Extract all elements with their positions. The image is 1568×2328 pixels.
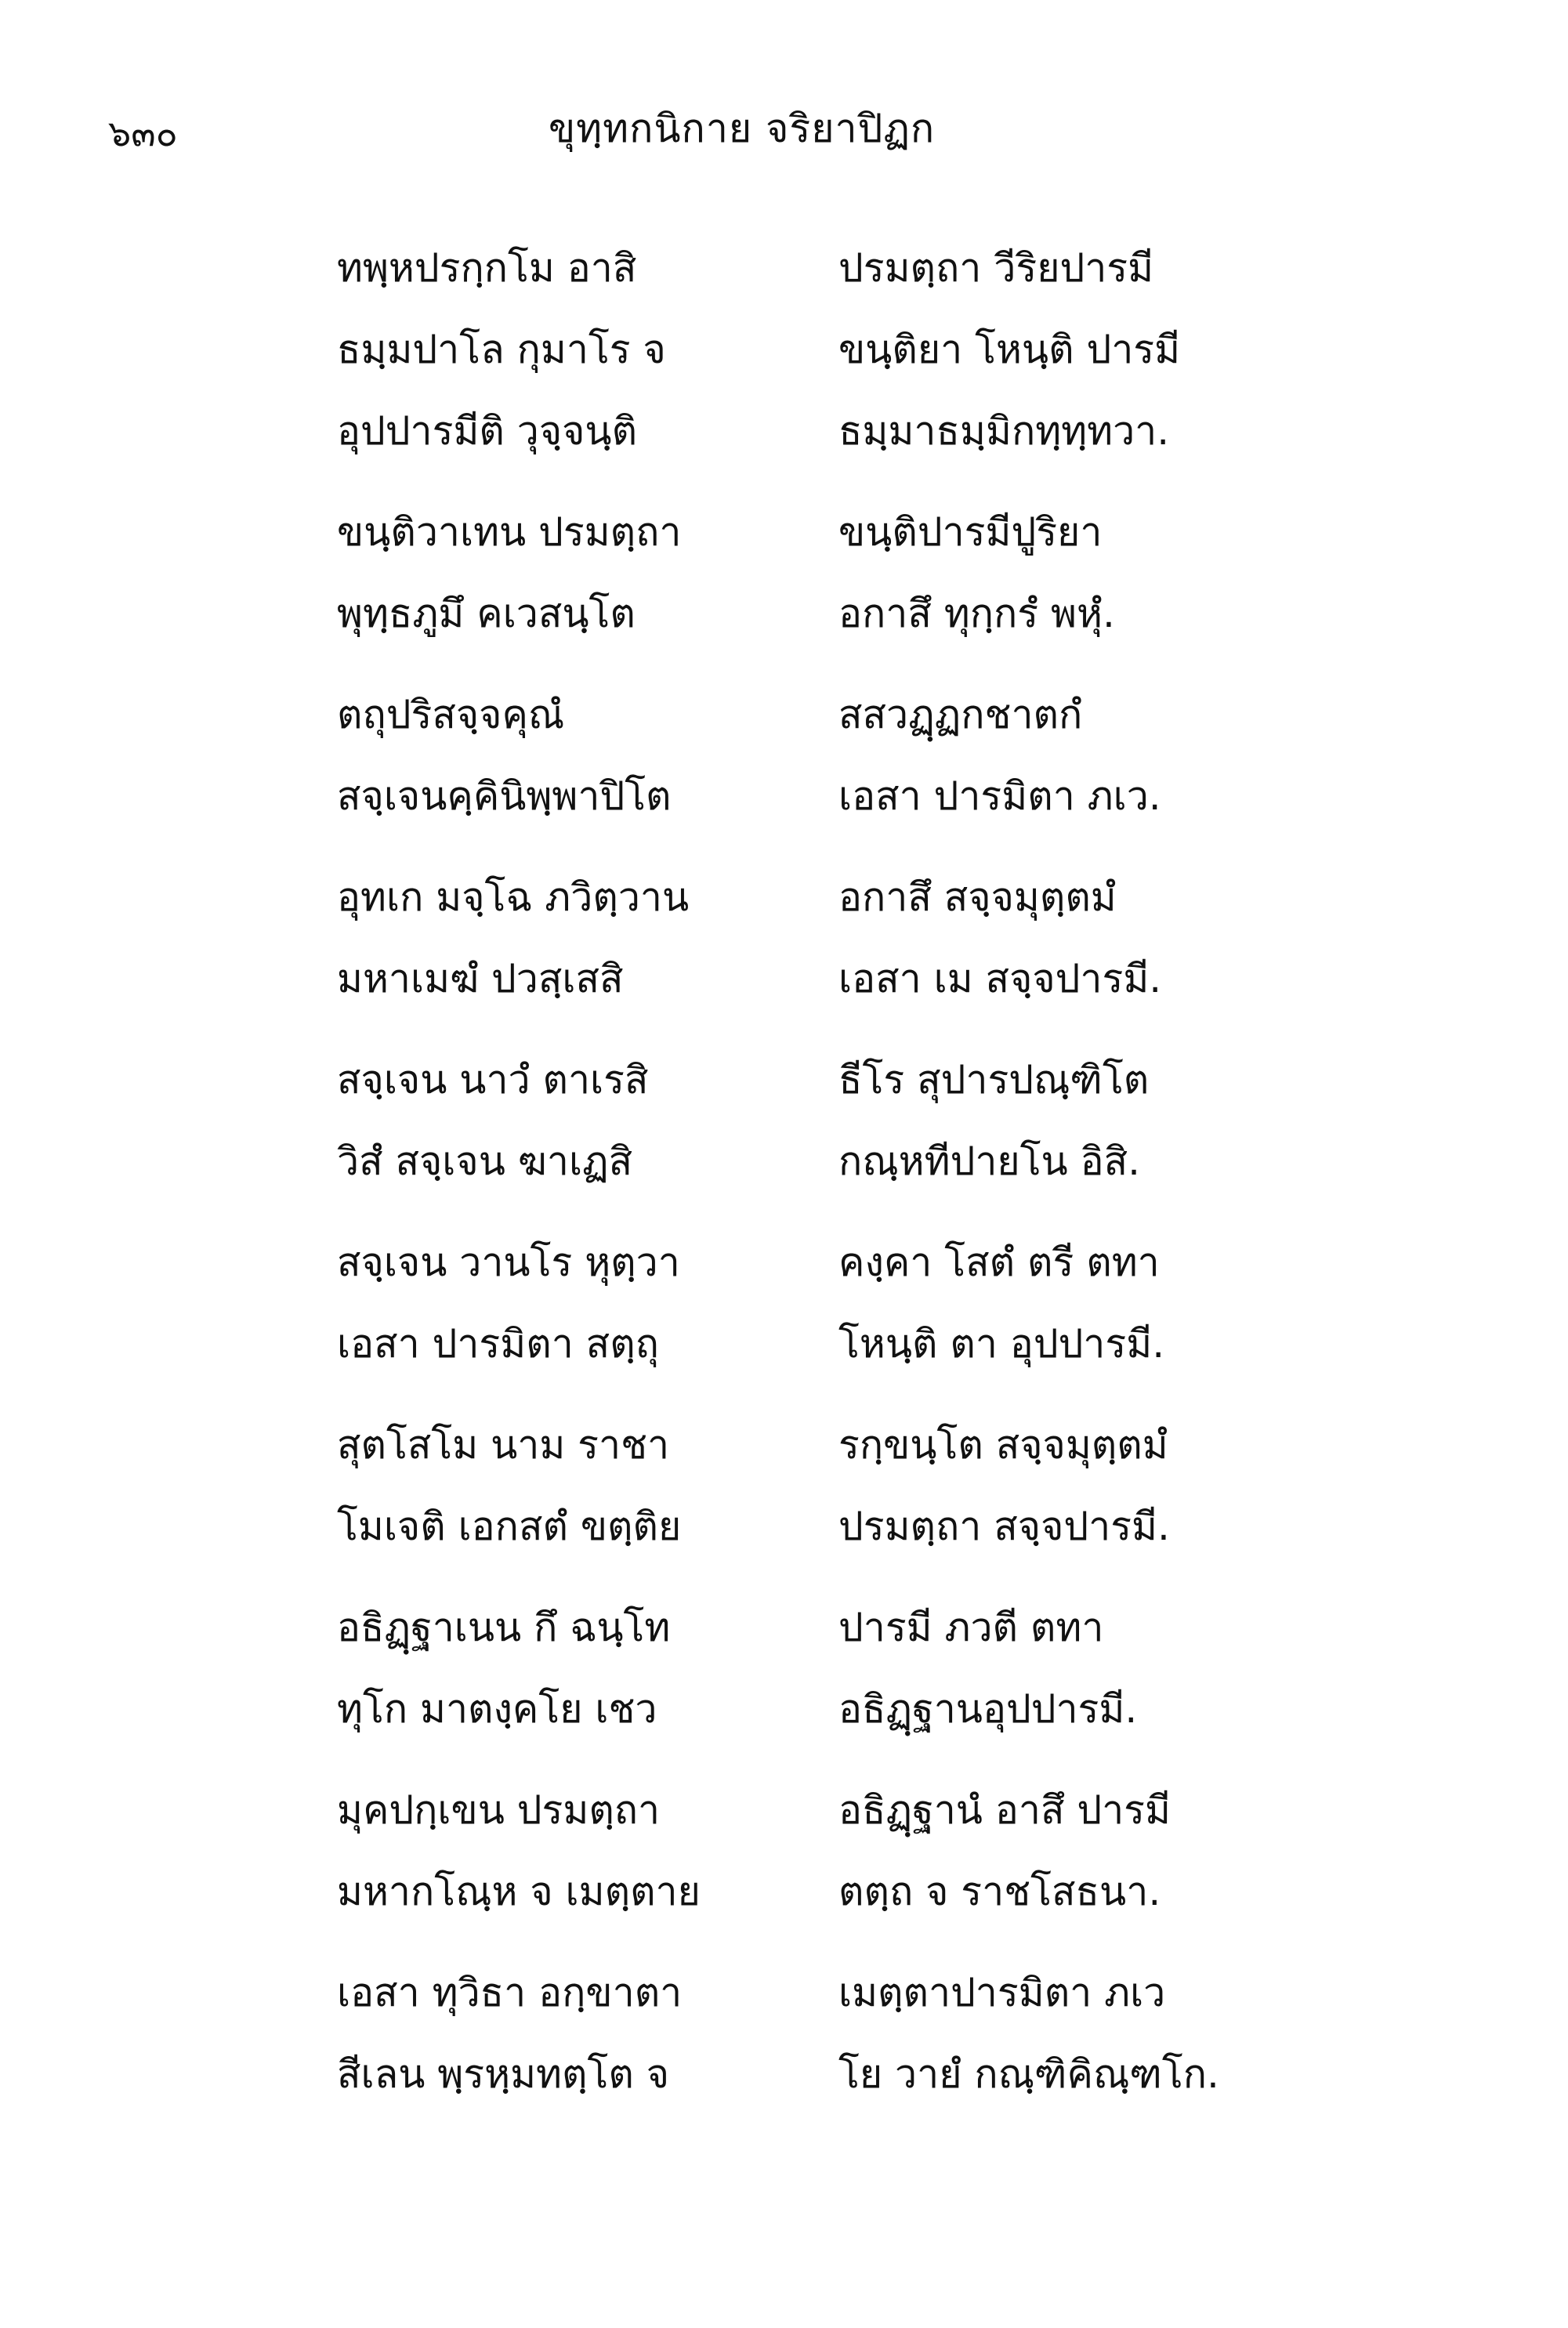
verse-left: ธมฺมปาโล กุมาโร จ <box>337 327 666 372</box>
verse-line <box>337 309 1301 390</box>
verse-right: เอสา ปารมิตา ภเว. <box>838 773 1161 819</box>
page-number: ๖๓๐ <box>108 112 178 154</box>
verse-right: ปารมี ภวตี ตทา <box>838 1605 1104 1650</box>
verse-line <box>337 1121 1301 1202</box>
verse-left: วิสํ สจฺเจน ฆาเฏสิ <box>337 1139 633 1184</box>
verse-left: พุทฺธภูมึ คเวสนฺโต <box>337 591 636 636</box>
verse-right: อกาสึ สจฺจมุตฺตมํ <box>838 874 1117 920</box>
verse-left: ทุโก มาตงฺคโย เชว <box>337 1686 657 1732</box>
stanza <box>337 491 1301 654</box>
verse-right: เอสา เม สจฺจปารมี. <box>838 956 1162 1001</box>
verse-left: สจฺเจน วานโร หุตฺวา <box>337 1240 680 1285</box>
stanza <box>337 1587 1301 1750</box>
verse-line <box>337 227 1301 309</box>
verse-right: โหนฺติ ตา อุปปารมี. <box>838 1321 1165 1367</box>
verse-right: ปรมตฺถา สจฺจปารมี. <box>838 1504 1170 1549</box>
stanza <box>337 1952 1301 2115</box>
verse-left: ขนฺติวาเทน ปรมตฺถา <box>337 509 682 555</box>
verse-line <box>337 1039 1301 1121</box>
verse-line <box>337 573 1301 654</box>
verse-left: โมเจติ เอกสตํ ขตฺติย <box>337 1504 682 1549</box>
verse-left: อุปปารมีติ วุจฺจนฺติ <box>337 408 638 454</box>
verse-line <box>337 1222 1301 1303</box>
verse-right: สสวฏฺฏกชาตกํ <box>838 692 1083 737</box>
verse-right: ขนฺติยา โหนฺติ ปารมี <box>838 327 1181 372</box>
verse-left: มุคปกฺเขน ปรมตฺถา <box>337 1787 661 1833</box>
stanza <box>337 1769 1301 1932</box>
verse-line <box>337 1303 1301 1385</box>
verse-line <box>337 674 1301 755</box>
verse-left: เอสา ปารมิตา สตฺถุ <box>337 1321 659 1367</box>
stanza <box>337 674 1301 837</box>
verse-left: ทพฺหปรกฺกโม อาสิ <box>337 245 637 291</box>
verse-line <box>337 1486 1301 1567</box>
stanza <box>337 1039 1301 1202</box>
verse-right: อกาสึ ทุกฺกรํ พหุํ. <box>838 591 1115 636</box>
verse-right: อธิฏฺฐานํ อาสึ ปารมี <box>838 1787 1171 1833</box>
verse-line <box>337 938 1301 1019</box>
verse-line <box>337 491 1301 573</box>
verse-right: ธีโร สุปารปณฺฑิโต <box>838 1057 1150 1102</box>
verse-line <box>337 1952 1301 2033</box>
verse-left: มหากโณฺห จ เมตฺตาย <box>337 1869 701 1914</box>
verse-line <box>337 2033 1301 2115</box>
stanza <box>337 1222 1301 1385</box>
verse-line <box>337 1668 1301 1750</box>
verse-line <box>337 856 1301 938</box>
verse-left: อุทเก มจฺโฉ ภวิตฺวาน <box>337 874 690 920</box>
verse-line <box>337 1851 1301 1932</box>
verse-right: ขนฺติปารมีปูริยา <box>838 509 1103 555</box>
verse-left: มหาเมฆํ ปวสฺเสสิ <box>337 956 624 1001</box>
verse-line <box>337 1769 1301 1851</box>
verse-right: ตตฺถ จ ราชโสธนา. <box>838 1869 1161 1914</box>
verse-right: รกฺขนฺโต สจฺจมุตฺตมํ <box>838 1422 1168 1468</box>
verse-line <box>337 1587 1301 1668</box>
verse-right: อธิฏฺฐานอุปปารมี. <box>838 1686 1138 1732</box>
verse-right: ธมฺมาธมฺมิกทฺทฺทวา. <box>838 408 1170 454</box>
verse-body <box>337 227 1301 2115</box>
page-title: ขุทฺทกนิกาย จริยาปิฏก <box>549 106 936 151</box>
verse-line <box>337 1404 1301 1486</box>
verse-right: คงฺคา โสตํ ตรี ตทา <box>838 1240 1160 1285</box>
verse-right: โย วายํ กณฺฑิคิณฺฑโก. <box>838 2051 1219 2097</box>
verse-line <box>337 755 1301 837</box>
stanza <box>337 1404 1301 1567</box>
verse-left: สุตโสโม นาม ราชา <box>337 1422 670 1468</box>
stanza <box>337 227 1301 472</box>
verse-right: ปรมตฺถา วีริยปารมี <box>838 245 1154 291</box>
verse-left: สจฺเจน นาวํ ตาเรสิ <box>337 1057 649 1102</box>
verse-left: อธิฏฺฐาเนน กึ ฉนฺโท <box>337 1605 671 1650</box>
verse-line <box>337 390 1301 472</box>
verse-left: ตถุปริสจฺจคุณํ <box>337 692 565 737</box>
verse-right: กณฺหทีปายโน อิสิ. <box>838 1139 1141 1184</box>
verse-right: เมตฺตาปารมิตา ภเว <box>838 1970 1166 2015</box>
verse-left: เอสา ทุวิธา อกฺขาตา <box>337 1970 683 2015</box>
verse-left: สจฺเจนคฺคินิพฺพาปิโต <box>337 773 672 819</box>
verse-left: สีเลน พฺรหฺมทตฺโต จ <box>337 2051 669 2097</box>
stanza <box>337 856 1301 1019</box>
